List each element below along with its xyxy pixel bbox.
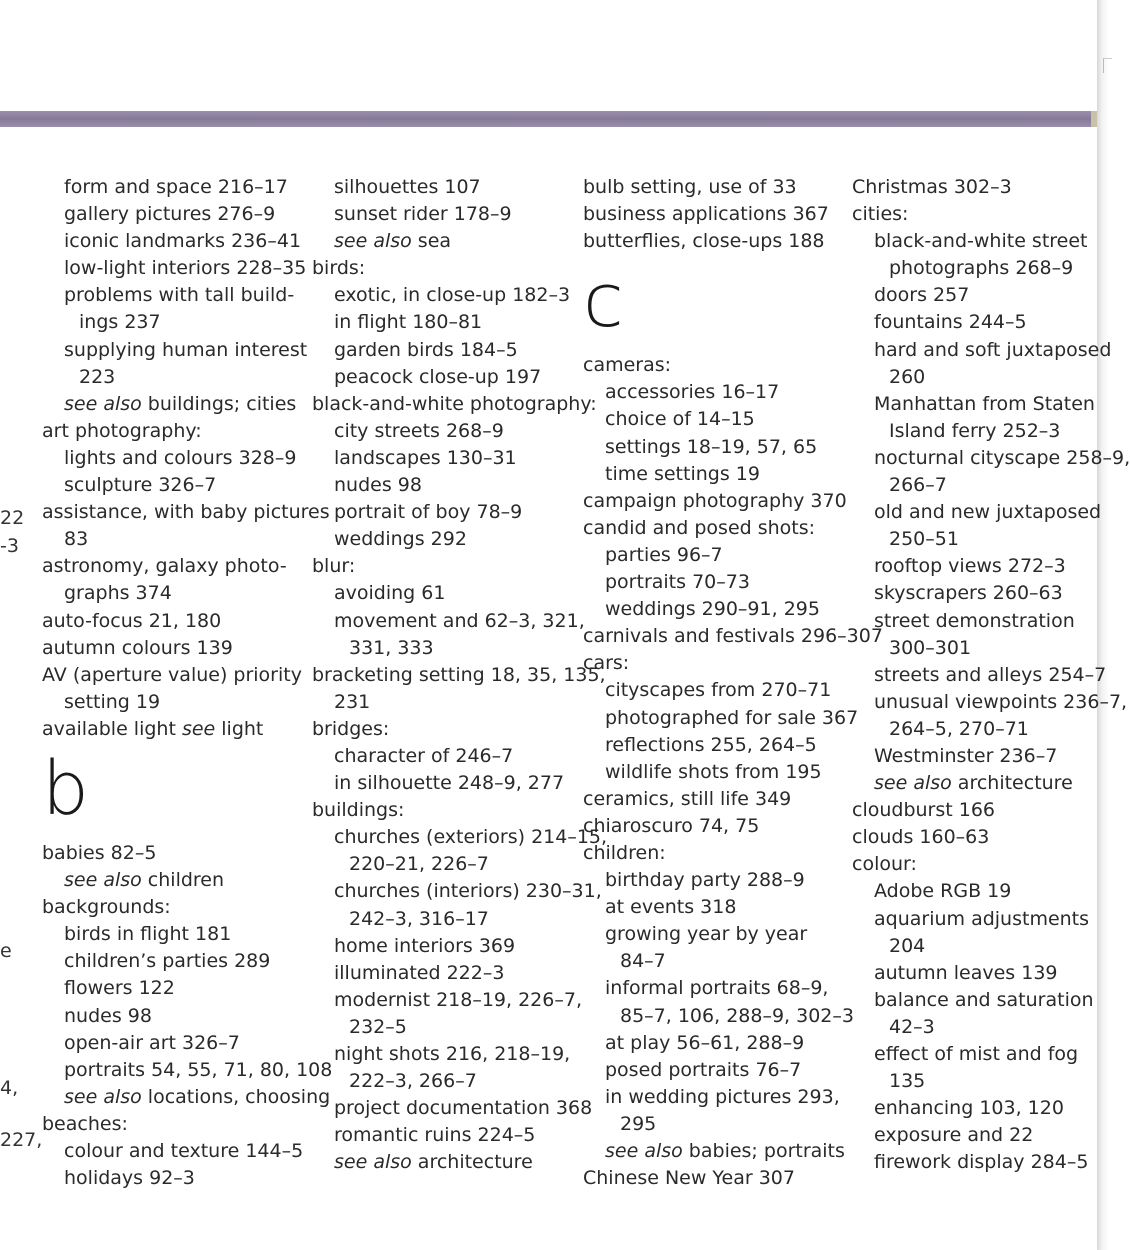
index-entry: ceramics, still life 349 — [583, 787, 792, 810]
index-subentry: sunset rider 178–9 — [334, 203, 512, 226]
index-subentry: see also buildings; cities — [64, 392, 297, 415]
index-subentry: 300–301 — [889, 636, 972, 659]
index-subentry: silhouettes 107 — [334, 176, 481, 198]
index-entry: bridges: — [312, 717, 390, 740]
index-subentry: avoiding 61 — [334, 582, 446, 605]
index-entry: clouds 160–63 — [852, 826, 990, 849]
index-subentry: firework display 284–5 — [874, 1151, 1089, 1174]
index-subentry: churches (interiors) 230–31, — [334, 880, 602, 903]
index-subentry: in wedding pictures 293, — [605, 1085, 840, 1108]
section-letter: b — [42, 745, 89, 832]
index-subentry: night shots 216, 218–19, — [334, 1043, 571, 1065]
index-subentry: wildlife shots from 195 — [605, 760, 822, 783]
index-subentry: 223 — [79, 365, 116, 388]
see-also-ref: see also — [874, 772, 952, 795]
index-subentry: 42–3 — [889, 1015, 935, 1038]
index-subentry: exotic, in close-up 182–3 — [334, 284, 571, 307]
index-subentry: skyscrapers 260–63 — [874, 582, 1063, 605]
index-subentry: hard and soft juxtaposed — [874, 338, 1112, 361]
see-also-ref: see also — [334, 230, 412, 253]
index-subentry: portraits 70–73 — [605, 571, 750, 594]
index-subentry: black-and-white street — [874, 230, 1088, 253]
index-entry: astronomy, galaxy photo- — [42, 555, 287, 578]
index-subentry: 83 — [64, 528, 89, 551]
index-subentry: nudes 98 — [64, 1004, 152, 1027]
index-subentry: 331, 333 — [349, 636, 434, 659]
index-subentry: street demonstration — [874, 609, 1075, 632]
index-entry: backgrounds: — [42, 896, 171, 919]
index-subentry: see also children — [64, 869, 225, 892]
index-entry: Christmas 302–3 — [852, 176, 1012, 198]
section-letter: c — [583, 258, 624, 345]
index-subentry: time settings 19 — [605, 462, 760, 485]
see-also-ref: see also — [64, 869, 142, 892]
index-entry: chiaroscuro 74, 75 — [583, 814, 760, 837]
index-entry: autumn colours 139 — [42, 636, 233, 659]
index-subentry: peacock close-up 197 — [334, 365, 542, 388]
index-subentry: nudes 98 — [334, 474, 422, 497]
index-subentry: Westminster 236–7 — [874, 744, 1058, 767]
see-also-ref: see also — [605, 1140, 683, 1162]
index-subentry: 242–3, 316–17 — [349, 907, 489, 930]
index-subentry: parties 96–7 — [605, 543, 723, 566]
index-subentry: 204 — [889, 934, 926, 957]
index-subentry: iconic landmarks 236–41 — [64, 230, 302, 253]
index-subentry: setting 19 — [64, 690, 161, 713]
see-also-ref: see also — [64, 1085, 142, 1108]
index-entry: Chinese New Year 307 — [583, 1167, 795, 1190]
index-subentry: low-light interiors 228–35 — [64, 257, 307, 280]
index-subentry: romantic ruins 224–5 — [334, 1124, 536, 1147]
index-subentry: birds in flight 181 — [64, 923, 232, 946]
index-subentry: reflections 255, 264–5 — [605, 733, 817, 756]
edge-fragment: -3 — [0, 535, 19, 557]
index-subentry: accessories 16–17 — [605, 381, 780, 404]
index-entry: assistance, with baby pictures — [42, 501, 330, 524]
index-entry: cameras: — [583, 354, 672, 377]
index-subentry: see also sea — [334, 230, 452, 253]
index-subentry: landscapes 130–31 — [334, 446, 517, 469]
header-color-band — [0, 111, 1097, 127]
index-subentry: 220–21, 226–7 — [349, 853, 489, 876]
index-entry: carnivals and festivals 296–307 — [583, 625, 883, 648]
index-subentry: weddings 292 — [334, 528, 467, 551]
index-subentry: modernist 218–19, 226–7, — [334, 988, 582, 1011]
index-entry: bracketing setting 18, 35, 135, — [312, 663, 606, 686]
index-subentry: in silhouette 248–9, 277 — [334, 772, 565, 795]
index-subentry: colour and texture 144–5 — [64, 1140, 304, 1162]
index-subentry: posed portraits 76–7 — [605, 1058, 802, 1081]
index-subentry: Manhattan from Staten — [874, 392, 1095, 415]
index-subentry: gallery pictures 276–9 — [64, 203, 276, 226]
index-subentry: 232–5 — [349, 1015, 407, 1038]
edge-fragment: e — [0, 940, 12, 962]
index-subentry: home interiors 369 — [334, 934, 516, 957]
index-subentry: at events 318 — [605, 896, 737, 919]
index-entry: candid and posed shots: — [583, 516, 816, 539]
index-entry: buildings: — [312, 799, 405, 822]
index-subentry: photographed for sale 367 — [605, 706, 859, 729]
index-subentry: Island ferry 252–3 — [889, 419, 1061, 442]
index-entry: children: — [583, 841, 666, 864]
index-entry: art photography: — [42, 419, 202, 442]
index-subentry: enhancing 103, 120 — [874, 1097, 1064, 1120]
index-subentry: children’s parties 289 — [64, 950, 271, 973]
index-subentry: see also babies; portraits — [605, 1140, 845, 1162]
index-subentry: 222–3, 266–7 — [349, 1070, 477, 1093]
index-subentry: informal portraits 68–9, — [605, 977, 829, 1000]
index-entry: black-and-white photography: — [312, 392, 597, 415]
index-subentry: Adobe RGB 19 — [874, 880, 1012, 903]
index-subentry: see also architecture — [334, 1151, 533, 1174]
index-subentry: autumn leaves 139 — [874, 961, 1058, 984]
index-subentry: nocturnal cityscape 258–9, — [874, 446, 1130, 469]
edge-fragment: 227, — [0, 1129, 43, 1151]
index-entry: cars: — [583, 652, 630, 675]
index-subentry: aquarium adjustments — [874, 907, 1090, 930]
index-subentry: 250–51 — [889, 528, 959, 551]
index-entry: AV (aperture value) priority — [42, 663, 302, 686]
index-subentry: old and new juxtaposed — [874, 501, 1102, 524]
index-subentry: graphs 374 — [64, 582, 172, 605]
index-subentry: illuminated 222–3 — [334, 961, 505, 984]
index-subentry: 231 — [334, 690, 371, 713]
index-subentry: growing year by year — [605, 923, 808, 946]
index-subentry: unusual viewpoints 236–7, — [874, 690, 1128, 713]
index-subentry: in flight 180–81 — [334, 311, 483, 334]
index-subentry: supplying human interest — [64, 338, 308, 361]
index-subentry: rooftop views 272–3 — [874, 555, 1066, 578]
index-subentry: 264–5, 270–71 — [889, 717, 1029, 740]
index-subentry: weddings 290–91, 295 — [605, 598, 820, 621]
index-subentry: 84–7 — [620, 950, 666, 973]
index-subentry: fountains 244–5 — [874, 311, 1027, 334]
binding-mark — [1103, 58, 1112, 73]
index-subentry: open-air art 326–7 — [64, 1031, 240, 1054]
index-entry: beaches: — [42, 1112, 128, 1135]
index-subentry: birthday party 288–9 — [605, 869, 805, 892]
index-subentry: churches (exteriors) 214–15, — [334, 826, 608, 849]
index-subentry: flowers 122 — [64, 977, 175, 1000]
index-subentry: lights and colours 328–9 — [64, 446, 297, 469]
see-ref: see — [181, 717, 216, 740]
index-subentry: 85–7, 106, 288–9, 302–3 — [620, 1004, 854, 1027]
index-entry: colour: — [852, 853, 917, 876]
index-subentry: 260 — [889, 365, 926, 388]
index-subentry: see also locations, choosing — [64, 1085, 331, 1108]
index-subentry: cityscapes from 270–71 — [605, 679, 832, 702]
index-entry: cloudburst 166 — [852, 799, 996, 822]
index-subentry: effect of mist and fog — [874, 1043, 1079, 1065]
index-entry: babies 82–5 — [42, 841, 157, 864]
index-subentry: see also architecture — [874, 772, 1073, 795]
index-entry: business applications 367 — [583, 203, 829, 226]
index-subentry: portraits 54, 55, 71, 80, 108 — [64, 1058, 333, 1081]
index-subentry: ings 237 — [79, 311, 161, 334]
index-subentry: 135 — [889, 1070, 926, 1093]
index-subentry: holidays 92–3 — [64, 1167, 195, 1190]
index-column-1 — [42, 174, 333, 1192]
see-also-ref: see also — [334, 1151, 412, 1174]
index-entry: campaign photography 370 — [583, 489, 847, 512]
index-entry: blur: — [312, 555, 356, 578]
index-column-4 — [852, 174, 1130, 1176]
edge-fragment: 22 — [0, 507, 25, 529]
index-subentry: exposure and 22 — [874, 1124, 1034, 1147]
see-also-ref: see also — [64, 392, 142, 415]
index-entry: cities: — [852, 203, 909, 226]
index-subentry: 266–7 — [889, 474, 947, 497]
index-subentry: 295 — [620, 1112, 657, 1135]
index-entry: birds: — [312, 257, 366, 280]
edge-fragment: 4, — [0, 1077, 19, 1099]
index-subentry: problems with tall build- — [64, 284, 295, 307]
index-subentry: project documentation 368 — [334, 1097, 593, 1120]
index-entry: bulb setting, use of 33 — [583, 176, 797, 198]
index-subentry: form and space 216–17 — [64, 176, 288, 198]
index-subentry: movement and 62–3, 321, — [334, 609, 585, 632]
index-entry: available light see light — [42, 717, 264, 740]
index-subentry: balance and saturation — [874, 988, 1094, 1011]
index-subentry: sculpture 326–7 — [64, 474, 217, 497]
index-subentry: settings 18–19, 57, 65 — [605, 435, 818, 458]
index-subentry: character of 246–7 — [334, 744, 514, 767]
index-entry: butterflies, close-ups 188 — [583, 230, 825, 253]
index-subentry: city streets 268–9 — [334, 419, 504, 442]
index-subentry: streets and alleys 254–7 — [874, 663, 1107, 686]
index-subentry: portrait of boy 78–9 — [334, 501, 523, 524]
index-subentry: photographs 268–9 — [889, 257, 1074, 280]
index-entry: auto-focus 21, 180 — [42, 609, 222, 632]
index-subentry: at play 56–61, 288–9 — [605, 1031, 805, 1054]
index-subentry: doors 257 — [874, 284, 970, 307]
index-subentry: choice of 14–15 — [605, 408, 755, 431]
index-subentry: garden birds 184–5 — [334, 338, 518, 361]
